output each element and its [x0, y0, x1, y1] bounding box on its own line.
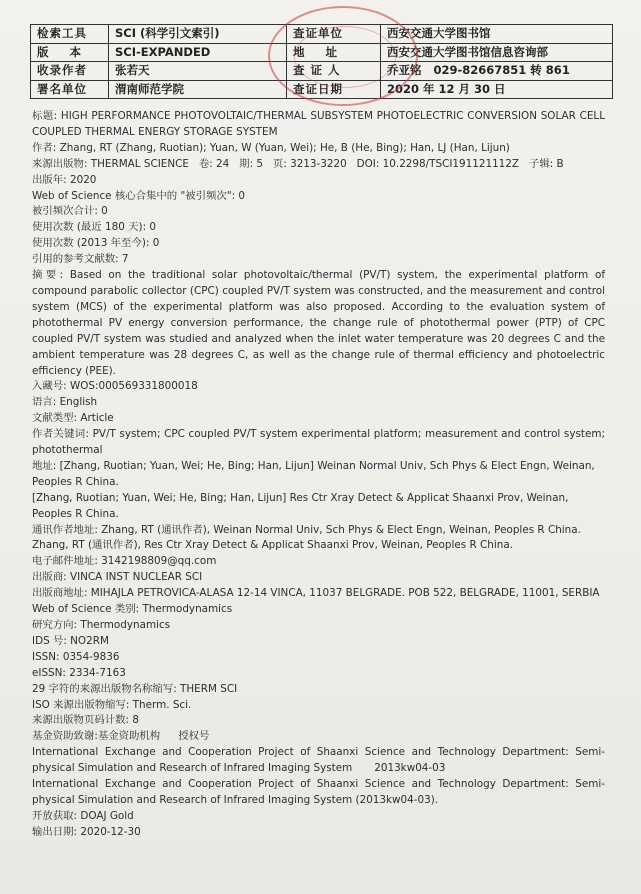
- header-row-search-tool: [31, 25, 613, 44]
- record-issn: ISSN: 0354-9836: [32, 650, 120, 663]
- label-indexed-author: 收录作者: [31, 62, 109, 81]
- record-publisher-address: 出版商地址: MIHAJLA PETROVICA-ALASA 12-14 VINCA, 11037 BELGRADE. POB 522, BELGRADE, 11001, SERBIA: [32, 587, 600, 600]
- value-affiliation: 渭南师范学院: [109, 80, 287, 99]
- funding-grant-label: 授权号: [178, 730, 210, 743]
- record-keywords: 作者关键词: PV/T system; CPC coupled PV/T system experimental platform; measurement and control system; photothermal: [32, 428, 605, 457]
- label-verifier: 查 证 人: [287, 62, 381, 81]
- record-usage-180: 使用次数 (最近 180 天): 0: [32, 221, 156, 234]
- label-address: 地 址: [287, 43, 381, 62]
- label-edition: 版 本: [31, 43, 109, 62]
- record-pub-year: 出版年: 2020: [32, 173, 97, 186]
- record-usage-2013: 使用次数 (2013 年至今): 0: [32, 237, 160, 250]
- record-open-access: 开放获取: DOAJ Gold: [32, 809, 134, 822]
- record-doc-type: 文献类型: Article: [32, 412, 114, 425]
- funding-1-grant: 2013kw04-03: [374, 762, 446, 775]
- record-corresponding-address: 通讯作者地址: Zhang, RT (通讯作者), Weinan Normal Univ, Sch Phys & Elect Engn, Weinan, Peoples R China. Zhang, RT (通讯作者), Res Ctr Xray Detect & Applicat Shaanxi Prov, Weinan, Peoples R China.: [32, 523, 581, 552]
- record-address-2: [Zhang, Ruotian; Yuan, Wei; He, Bing; Han, Lijun] Res Ctr Xray Detect & Applicat Shaanxi Prov, Weinan, Peoples R China.: [32, 491, 569, 520]
- record-eissn: eISSN: 2334-7163: [32, 666, 126, 679]
- funding-header-label: 基金资助致谢:基金资助机构: [32, 730, 161, 743]
- label-search-tool: 检索工具: [31, 25, 109, 44]
- wos-record-body: [32, 109, 605, 841]
- value-edition: SCI-EXPANDED: [109, 43, 287, 62]
- record-abstract: 摘要: Based on the traditional solar photovoltaic/thermal (PV/T) system, the experimental platform of compound parabolic collector (CPC) coupled PV/T system was constructed, and the measurement and control system (MCS) of the experimental platform was also proposed. According to the evaluation system of photothermal PV energy conversion performance, the change rule of photothermal power (PTP) of CPC coupled PV/T system was studied and analyzed when the inlet water temperature was 20 degrees C and the ambient temperature was 28 degrees C, as well as the change rule of thermal efficiency and photoelectric efficiency (PEE).: [32, 269, 605, 377]
- record-authors: 作者: Zhang, RT (Zhang, Ruotian); Yuan, W (Yuan, Wei); He, B (He, Bing); Han, LJ (Han, Lijun): [32, 141, 510, 154]
- record-funding-1: [32, 745, 605, 777]
- record-funding-header: [32, 729, 605, 745]
- value-search-tool: SCI (科学引文索引): [109, 25, 287, 44]
- record-language: 语言: English: [32, 396, 98, 409]
- record-total-cited: 被引频次合计: 0: [32, 205, 108, 218]
- record-source: 来源出版物: THERMAL SCIENCE 卷: 24 期: 5 页: 3213-3220 DOI: 10.2298/TSCI191121112Z 子辑: B: [32, 157, 564, 170]
- value-verifier: 乔亚铭 029-82667851 转 861: [381, 62, 613, 81]
- record-publisher: 出版商: VINCA INST NUCLEAR SCI: [32, 571, 203, 584]
- header-row-author: [31, 62, 613, 81]
- record-abbrev-29: 29 字符的来源出版物名称缩写: THERM SCI: [32, 682, 238, 695]
- label-verifying-unit: 查证单位: [287, 25, 381, 44]
- label-verify-date: 查证日期: [287, 80, 381, 99]
- record-wos-category: Web of Science 类别: Thermodynamics: [32, 603, 233, 616]
- record-iso-abbrev: ISO 来源出版物缩写: Therm. Sci.: [32, 698, 192, 711]
- record-ids: IDS 号: NO2RM: [32, 634, 109, 647]
- funding-1-text: International Exchange and Cooperation Project of Shaanxi Science and Technology Department: Semi-physical Simulation and Research of Infrared Imaging System: [32, 746, 605, 775]
- header-row-affiliation: [31, 80, 613, 99]
- record-research-area: 研究方向: Thermodynamics: [32, 619, 171, 631]
- label-affiliation: 署名单位: [31, 80, 109, 99]
- record-email: 电子邮件地址: 3142198809@qq.com: [32, 555, 217, 568]
- value-verify-date: 2020 年 12 月 30 日: [381, 80, 613, 99]
- value-indexed-author: 张若天: [109, 62, 287, 81]
- value-verifying-unit: 西安交通大学图书馆: [381, 25, 613, 44]
- verification-header-table: [30, 24, 613, 99]
- value-address: 西安交通大学图书馆信息咨询部: [381, 43, 613, 62]
- record-address-1: 地址: [Zhang, Ruotian; Yuan, Wei; He, Bing; Han, Lijun] Weinan Normal Univ, Sch Phys & Elect Engn, Weinan, Peoples R China.: [32, 459, 595, 488]
- record-page-count: 来源出版物页码计数: 8: [32, 714, 139, 727]
- record-title: 标题: HIGH PERFORMANCE PHOTOVOLTAIC/THERMAL SUBSYSTEM PHOTOELECTRIC CONVERSION SOLAR CELL COUPLED THERMAL ENERGY STORAGE SYSTEM: [32, 110, 605, 138]
- header-row-edition: [31, 43, 613, 62]
- record-wos-cited: Web of Science 核心合集中的 "被引频次": 0: [32, 189, 246, 202]
- record-output-date: 输出日期: 2020-12-30: [32, 825, 141, 838]
- record-funding-2: International Exchange and Cooperation Project of Shaanxi Science and Technology Department: Semi-physical Simulation and Research of Infrared Imaging System (2013kw04-03).: [32, 778, 605, 806]
- record-accession: 入藏号: WOS:000569331800018: [32, 380, 198, 393]
- record-ref-count: 引用的参考文献数: 7: [32, 253, 129, 266]
